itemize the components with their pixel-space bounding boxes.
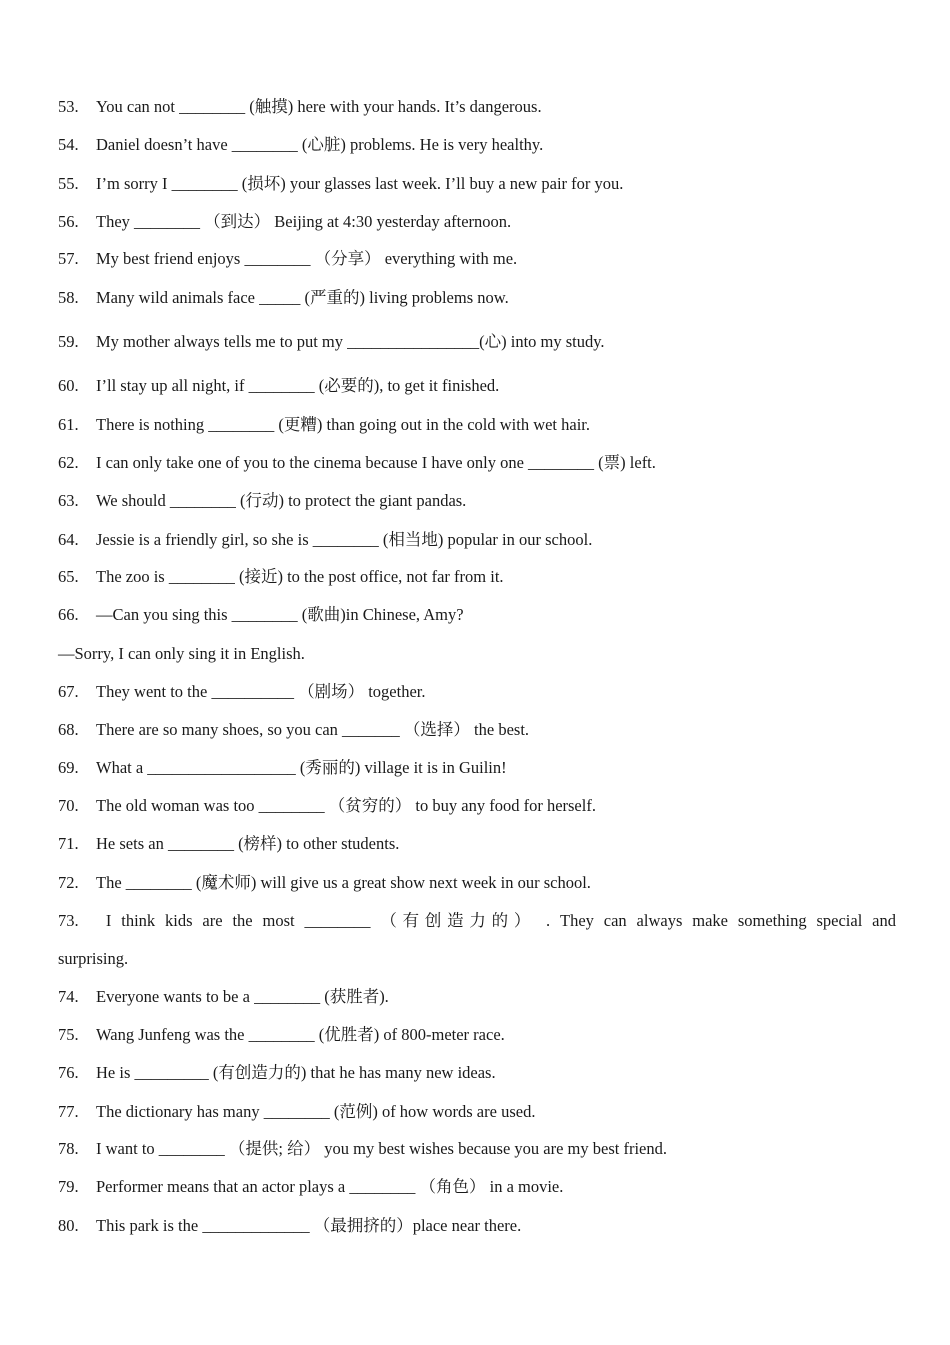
question-text: Daniel doesn’t have ________ (心脏) problems. He is very healthy.	[96, 135, 544, 154]
question-text: I want to ________ （提供; 给） you my best wishes because you are my best friend.	[96, 1139, 667, 1158]
question-text: Wang Junfeng was the ________ (优胜者) of 800-meter race.	[96, 1025, 505, 1044]
question-text: What a __________________ (秀丽的) village it is in Guilin!	[96, 758, 507, 777]
question-62	[58, 453, 898, 473]
question-text: The old woman was too ________ （贫穷的） to buy any food for herself.	[96, 796, 596, 815]
question-number: 76.	[58, 1063, 79, 1082]
question-number: 65.	[58, 567, 79, 586]
question-text: Everyone wants to be a ________ (获胜者).	[96, 987, 389, 1006]
question-number: 79.	[58, 1177, 79, 1196]
question-text: There are so many shoes, so you can _______ （选择） the best.	[96, 720, 530, 739]
question-number: 54.	[58, 135, 79, 154]
question-68	[58, 720, 898, 740]
question-59	[58, 332, 898, 352]
question-71	[58, 834, 898, 854]
question-74	[58, 987, 898, 1007]
question-73-continued	[58, 949, 898, 969]
question-77	[58, 1102, 898, 1122]
question-number: 57.	[58, 249, 79, 268]
question-66-reply	[58, 644, 898, 664]
question-text: The zoo is ________ (接近) to the post office, not far from it.	[96, 567, 504, 586]
question-text: Many wild animals face _____ (严重的) living problems now.	[96, 288, 509, 307]
question-number: 53.	[58, 97, 79, 116]
question-number: 70.	[58, 796, 79, 815]
question-73	[58, 911, 896, 931]
question-text: I’m sorry I ________ (损坏) your glasses last week. I’ll buy a new pair for you.	[96, 174, 624, 193]
question-65	[58, 567, 898, 587]
question-61	[58, 415, 898, 435]
question-text: surprising.	[58, 949, 129, 968]
question-number: 75.	[58, 1025, 79, 1044]
question-53	[58, 97, 898, 117]
question-number: 74.	[58, 987, 79, 1006]
question-number: 64.	[58, 530, 79, 549]
question-text: We should ________ (行动) to protect the giant pandas.	[96, 491, 467, 510]
question-78	[58, 1139, 898, 1159]
question-number: 68.	[58, 720, 79, 739]
question-64	[58, 530, 898, 550]
question-text: You can not ________ (触摸) here with your hands. It’s dangerous.	[96, 97, 542, 116]
question-number: 63.	[58, 491, 79, 510]
question-69	[58, 758, 898, 778]
question-75	[58, 1025, 898, 1045]
question-54	[58, 135, 898, 155]
question-text: They ________ （到达） Beijing at 4:30 yesterday afternoon.	[96, 212, 512, 231]
question-58	[58, 288, 898, 308]
question-text: There is nothing ________ (更糟) than going out in the cold with wet hair.	[96, 415, 591, 434]
question-text: My best friend enjoys ________ （分享） everything with me.	[96, 249, 518, 268]
question-text: —Sorry, I can only sing it in English.	[58, 644, 305, 663]
question-text: The ________ (魔术师) will give us a great show next week in our school.	[96, 873, 591, 892]
question-text: This park is the _____________ （最拥挤的）place near there.	[96, 1216, 522, 1235]
question-number: 60.	[58, 376, 79, 395]
question-67	[58, 682, 898, 702]
question-72	[58, 873, 898, 893]
question-66	[58, 605, 898, 625]
question-number: 78.	[58, 1139, 79, 1158]
question-text: Jessie is a friendly girl, so she is ________ (相当地) popular in our school.	[96, 530, 593, 549]
question-number: 66.	[58, 605, 79, 624]
question-text: They went to the __________ （剧场） together.	[96, 682, 426, 701]
question-text: He sets an ________ (榜样) to other students.	[96, 834, 400, 853]
question-text: Performer means that an actor plays a ________ （角色） in a movie.	[96, 1177, 564, 1196]
question-text: He is _________ (有创造力的) that he has many new ideas.	[96, 1063, 496, 1082]
question-number: 61.	[58, 415, 79, 434]
question-text: —Can you sing this ________ (歌曲)in Chinese, Amy?	[96, 605, 464, 624]
question-number: 69.	[58, 758, 79, 777]
question-number: 55.	[58, 174, 79, 193]
question-number: 62.	[58, 453, 79, 472]
question-57	[58, 249, 898, 269]
question-text: I think kids are the most ________ （有创造力的） . They can always make something special and	[96, 911, 896, 930]
question-text: The dictionary has many ________ (范例) of how words are used.	[96, 1102, 536, 1121]
question-60	[58, 376, 898, 396]
question-76	[58, 1063, 898, 1083]
question-55	[58, 174, 898, 194]
question-number: 59.	[58, 332, 79, 351]
question-63	[58, 491, 898, 511]
question-number: 77.	[58, 1102, 79, 1121]
question-79	[58, 1177, 898, 1197]
question-number: 56.	[58, 212, 79, 231]
question-text: My mother always tells me to put my ________________(心) into my study.	[96, 332, 605, 351]
question-number: 72.	[58, 873, 79, 892]
question-text: I can only take one of you to the cinema because I have only one ________ (票) left.	[96, 453, 656, 472]
question-number: 71.	[58, 834, 79, 853]
question-number: 80.	[58, 1216, 79, 1235]
question-70	[58, 796, 898, 816]
question-80	[58, 1216, 898, 1236]
question-number: 67.	[58, 682, 79, 701]
question-text: I’ll stay up all night, if ________ (必要的), to get it finished.	[96, 376, 500, 395]
question-number: 73.	[58, 911, 79, 930]
question-number: 58.	[58, 288, 79, 307]
question-56	[58, 212, 898, 232]
